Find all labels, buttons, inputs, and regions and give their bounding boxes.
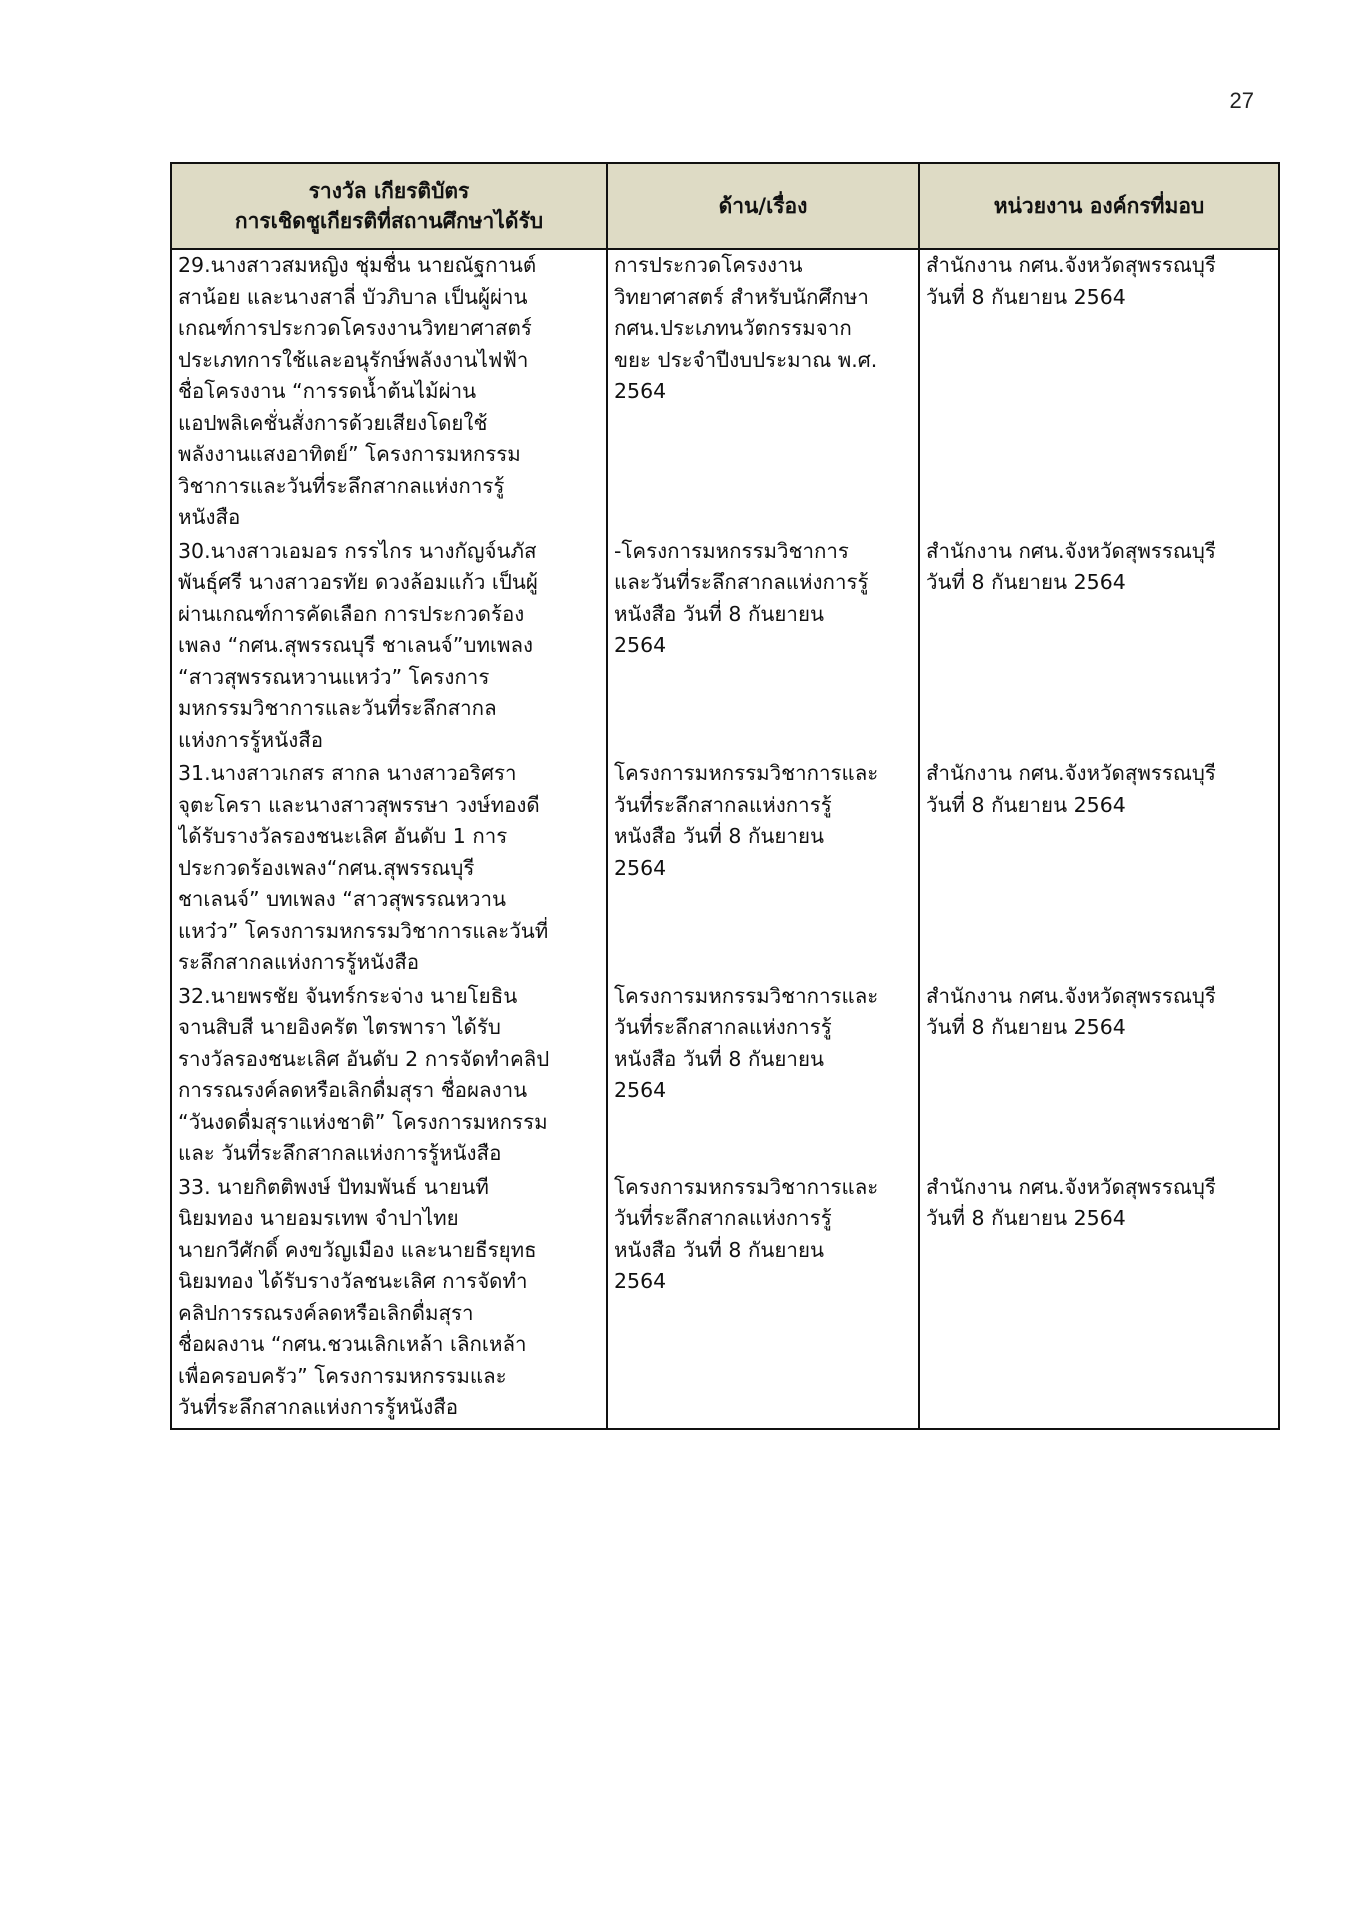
award-cell-line: การรณรงค์ลดหรือเลิกดื่มสุรา ชื่อผลงาน (178, 1078, 528, 1102)
award-cell (171, 981, 607, 1172)
award-cell-line: วิชาการและวันที่ระลึกสากลแห่งการรู้ (178, 473, 505, 498)
award-cell-line: ชื่อผลงาน “กศน.ชวนเลิกเหล้า เลิกเหล้า (178, 1332, 527, 1356)
agency-cell-line: วันที่ 8 กันยายน 2564 (926, 284, 1126, 309)
award-cell-line: แหว๋ว” โครงการมหกรรมวิชาการและวันที่ (178, 918, 549, 943)
award-cell-line: ประกวดร้องเพลง“กศน.สุพรรณบุรี (178, 855, 475, 880)
award-cell-line: ประเภทการใช้และอนุรักษ์พลังงานไฟฟ้า (178, 347, 529, 372)
agency-cell (919, 536, 1279, 759)
topic-cell (607, 758, 919, 981)
header-topic: ด้าน/เรื่อง (607, 163, 919, 249)
agency-cell-line: สำนักงาน กศน.จังหวัดสุพรรณบุรี (926, 983, 1216, 1008)
award-cell-line: จุตะโครา และนางสาวสุพรรษา วงษ์ทองดี (178, 792, 540, 817)
agency-cell-line: สำนักงาน กศน.จังหวัดสุพรรณบุรี (926, 538, 1216, 563)
agency-cell (919, 249, 1279, 536)
award-cell-line: พันธุ์ศรี นางสาวอรทัย ดวงล้อมแก้ว เป็นผู้ (178, 570, 538, 594)
award-cell-line: 29.นางสาวสมหญิง ชุ่มชื่น นายณัฐกานต์ (178, 253, 537, 277)
topic-cell (607, 249, 919, 536)
award-cell (171, 1172, 607, 1429)
topic-cell-line: วันที่ระลึกสากลแห่งการรู้ (614, 1015, 832, 1039)
topic-cell (607, 981, 919, 1172)
table-row (171, 981, 1279, 1172)
header-award-line2: การเชิดชูเกียรติที่สถานศึกษาได้รับ (234, 209, 544, 233)
header-award-line1: รางวัล เกียรติบัตร (308, 179, 470, 203)
award-cell-line: นิยมทอง นายอมรเทพ จำปาไทย (178, 1206, 459, 1230)
topic-cell-line: วันที่ระลึกสากลแห่งการรู้ (614, 1206, 832, 1230)
topic-cell (607, 536, 919, 759)
award-cell-line: มหกรรมวิชาการและวันที่ระลึกสากล (178, 696, 497, 720)
award-cell-line: เพลง “กศน.สุพรรณบุรี ชาเลนจ์”บทเพลง (178, 633, 534, 657)
agency-cell-line: วันที่ 8 กันยายน 2564 (926, 792, 1126, 817)
topic-cell-line: หนังสือ วันที่ 8 กันยายน (614, 824, 824, 848)
topic-cell-line: โครงการมหกรรมวิชาการและ (614, 1174, 879, 1199)
topic-cell-line: 2564 (614, 1078, 667, 1102)
topic-cell-line: วันที่ระลึกสากลแห่งการรู้ (614, 792, 832, 817)
topic-cell-line: -โครงการมหกรรมวิชาการ (614, 538, 849, 563)
agency-cell-line: วันที่ 8 กันยายน 2564 (926, 570, 1126, 594)
topic-cell-line: วิทยาศาสตร์ สำหรับนักศึกษา (614, 284, 869, 309)
topic-cell-line: ขยะ ประจำปีงบประมาณ พ.ศ. (614, 347, 878, 372)
award-cell-line: คลิปการรณรงค์ลดหรือเลิกดื่มสุรา (178, 1300, 474, 1325)
table-row (171, 536, 1279, 759)
award-cell-line: ผ่านเกณฑ์การคัดเลือก การประกวดร้อง (178, 601, 525, 626)
table-row (171, 249, 1279, 536)
agency-cell (919, 1172, 1279, 1429)
award-cell-line: แอปพลิเคชั่นสั่งการด้วยเสียงโดยใช้ (178, 410, 488, 435)
topic-cell-line: 2564 (614, 855, 667, 880)
table-row (171, 1172, 1279, 1429)
award-cell-line: เพื่อครอบครัว” โครงการมหกรรมและ (178, 1363, 507, 1388)
award-cell (171, 758, 607, 981)
topic-cell-line: 2564 (614, 633, 667, 657)
award-cell-line: 31.นางสาวเกสร สากล นางสาวอริศรา (178, 761, 517, 785)
topic-cell-line: หนังสือ วันที่ 8 กันยายน (614, 601, 824, 626)
award-cell-line: 30.นางสาวเอมอร กรรไกร นางกัญจ์นภัส (178, 538, 537, 563)
table-body (171, 249, 1279, 1429)
award-cell-line: ชาเลนจ์” บทเพลง “สาวสุพรรณหวาน (178, 887, 507, 911)
award-cell-line: นายกวีศักดิ์ คงขวัญเมือง และนายธีรยุทธ (178, 1237, 537, 1262)
award-cell-line: นิยมทอง ได้รับรางวัลชนะเลิศ การจัดทำ (178, 1269, 528, 1293)
topic-cell-line: และวันที่ระลึกสากลแห่งการรู้ (614, 570, 869, 594)
award-cell-line: ได้รับรางวัลรองชนะเลิศ อันดับ 1 การ (178, 824, 508, 848)
header-row (171, 163, 1279, 249)
agency-cell (919, 758, 1279, 981)
agency-cell-line: สำนักงาน กศน.จังหวัดสุพรรณบุรี (926, 761, 1216, 785)
header-award (171, 163, 607, 249)
award-cell-line: รางวัลรองชนะเลิศ อันดับ 2 การจัดทำคลิป (178, 1046, 550, 1071)
award-cell-line: 33. นายกิตติพงษ์ ปัทมพันธ์ นายนที (178, 1174, 489, 1199)
topic-cell-line: กศน.ประเภทนวัตกรรมจาก (614, 316, 852, 340)
award-cell (171, 536, 607, 759)
table-header (171, 163, 1279, 249)
agency-cell-line: วันที่ 8 กันยายน 2564 (926, 1206, 1126, 1230)
award-cell-line: ระลึกสากลแห่งการรู้หนังสือ (178, 950, 420, 974)
award-cell-line: สาน้อย และนางสาลี่ บัวภิบาล เป็นผู้ผ่าน (178, 284, 528, 309)
agency-cell-line: สำนักงาน กศน.จังหวัดสุพรรณบุรี (926, 1174, 1216, 1199)
award-cell-line: เกณฑ์การประกวดโครงงานวิทยาศาสตร์ (178, 316, 532, 340)
award-cell-line: แห่งการรู้หนังสือ (178, 727, 324, 752)
topic-cell-line: โครงการมหกรรมวิชาการและ (614, 983, 879, 1008)
award-cell-line: “สาวสุพรรณหวานแหว๋ว” โครงการ (178, 664, 490, 689)
award-cell-line: “วันงดดื่มสุราแห่งชาติ” โครงการมหกรรม (178, 1109, 548, 1134)
topic-cell-line: หนังสือ วันที่ 8 กันยายน (614, 1237, 824, 1262)
header-agency: หน่วยงาน องค์กรที่มอบ (919, 163, 1279, 249)
award-cell-line: จานสิบสี นายอิงครัต ไตรพารา ได้รับ (178, 1015, 501, 1039)
award-cell-line: หนังสือ (178, 505, 241, 529)
award-cell (171, 249, 607, 536)
award-cell-line: 32.นายพรชัย จันทร์กระจ่าง นายโยธิน (178, 983, 518, 1008)
agency-cell-line: วันที่ 8 กันยายน 2564 (926, 1015, 1126, 1039)
table-row (171, 758, 1279, 981)
page-number: 27 (1229, 88, 1254, 113)
agency-cell (919, 981, 1279, 1172)
award-cell-line: วันที่ระลึกสากลแห่งการรู้หนังสือ (178, 1395, 459, 1419)
award-cell-line: ชื่อโครงงาน “การรดน้ำต้นไม้ผ่าน (178, 379, 477, 403)
topic-cell-line: หนังสือ วันที่ 8 กันยายน (614, 1046, 824, 1071)
topic-cell-line: การประกวดโครงงาน (614, 253, 803, 277)
award-cell-line: พลังงานแสงอาทิตย์” โครงการมหกรรม (178, 442, 521, 466)
award-cell-line: และ วันที่ระลึกสากลแห่งการรู้หนังสือ (178, 1141, 502, 1165)
topic-cell-line: 2564 (614, 379, 667, 403)
agency-cell-line: สำนักงาน กศน.จังหวัดสุพรรณบุรี (926, 253, 1216, 277)
topic-cell (607, 1172, 919, 1429)
awards-table (170, 162, 1280, 1430)
topic-cell-line: 2564 (614, 1269, 667, 1293)
topic-cell-line: โครงการมหกรรมวิชาการและ (614, 761, 879, 785)
